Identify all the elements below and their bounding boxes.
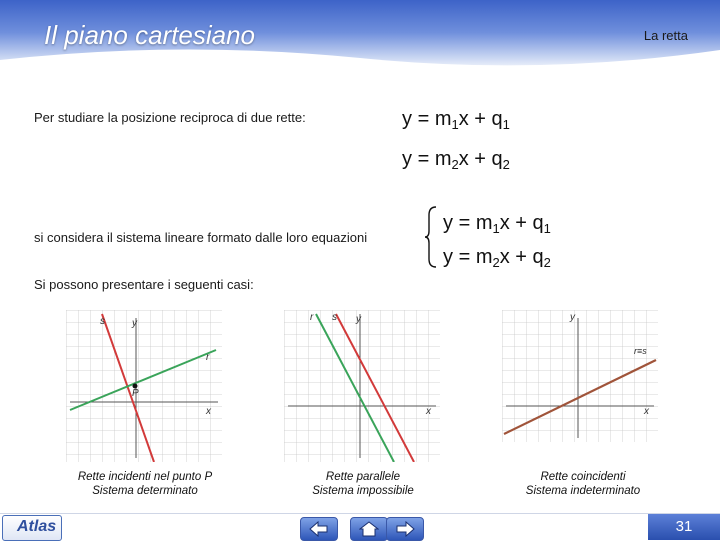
next-button[interactable]: [386, 517, 424, 541]
prev-button[interactable]: [300, 517, 338, 541]
label-r: r: [310, 312, 314, 323]
label-x: x: [206, 406, 211, 417]
caption-incident: Rette incidenti nel punto P Sistema determinato: [77, 471, 213, 497]
section-label: La retta: [643, 28, 688, 43]
caption-parallel: Rette parallele Sistema impossibile: [312, 471, 414, 497]
system-equation-1: $y = m_1x + q_1$: [443, 212, 551, 236]
cases-intro-text: Si possono presentare i seguenti casi:: [34, 277, 254, 292]
label-y: y: [132, 318, 137, 329]
arrow-right-icon: [395, 521, 415, 537]
intro-text: Per studiare la posizione reciproca di due rette:: [34, 110, 306, 125]
graph-coincident-lines: [502, 310, 658, 442]
system-equation-2: $y = m_2x + q_2$: [443, 246, 551, 270]
arrow-left-icon: [309, 521, 329, 537]
label-x: x: [426, 406, 431, 417]
home-icon: [359, 521, 379, 537]
home-button[interactable]: [350, 517, 388, 541]
graph-incident-lines: [66, 310, 222, 462]
grid-background: [66, 310, 222, 462]
label-y: y: [356, 314, 361, 325]
atlas-logo[interactable]: Atlas: [2, 515, 62, 541]
page-number: 31: [648, 514, 720, 540]
grid-background: [284, 310, 440, 462]
grid-background: [502, 310, 658, 442]
caption-coincident: Rette coincidenti Sistema indeterminato: [525, 471, 641, 497]
equation-line-1: $y = m_1x + q_1$: [402, 108, 510, 132]
label-x: x: [644, 406, 649, 417]
label-s: s: [100, 316, 105, 327]
footer-divider: [0, 513, 720, 514]
system-brace: [424, 205, 438, 269]
system-intro-text: si considera il sistema lineare formato dalle loro equazioni: [34, 230, 368, 245]
label-y: y: [570, 312, 575, 323]
label-r: r: [206, 352, 210, 363]
equation-line-2: $y = m_2x + q_2$: [402, 148, 510, 172]
label-s: s: [332, 312, 337, 323]
label-p: P: [132, 388, 139, 399]
label-r-s: r≡s: [634, 346, 647, 356]
graph-parallel-lines: [284, 310, 440, 462]
page-title: Il piano cartesiano: [44, 20, 256, 50]
